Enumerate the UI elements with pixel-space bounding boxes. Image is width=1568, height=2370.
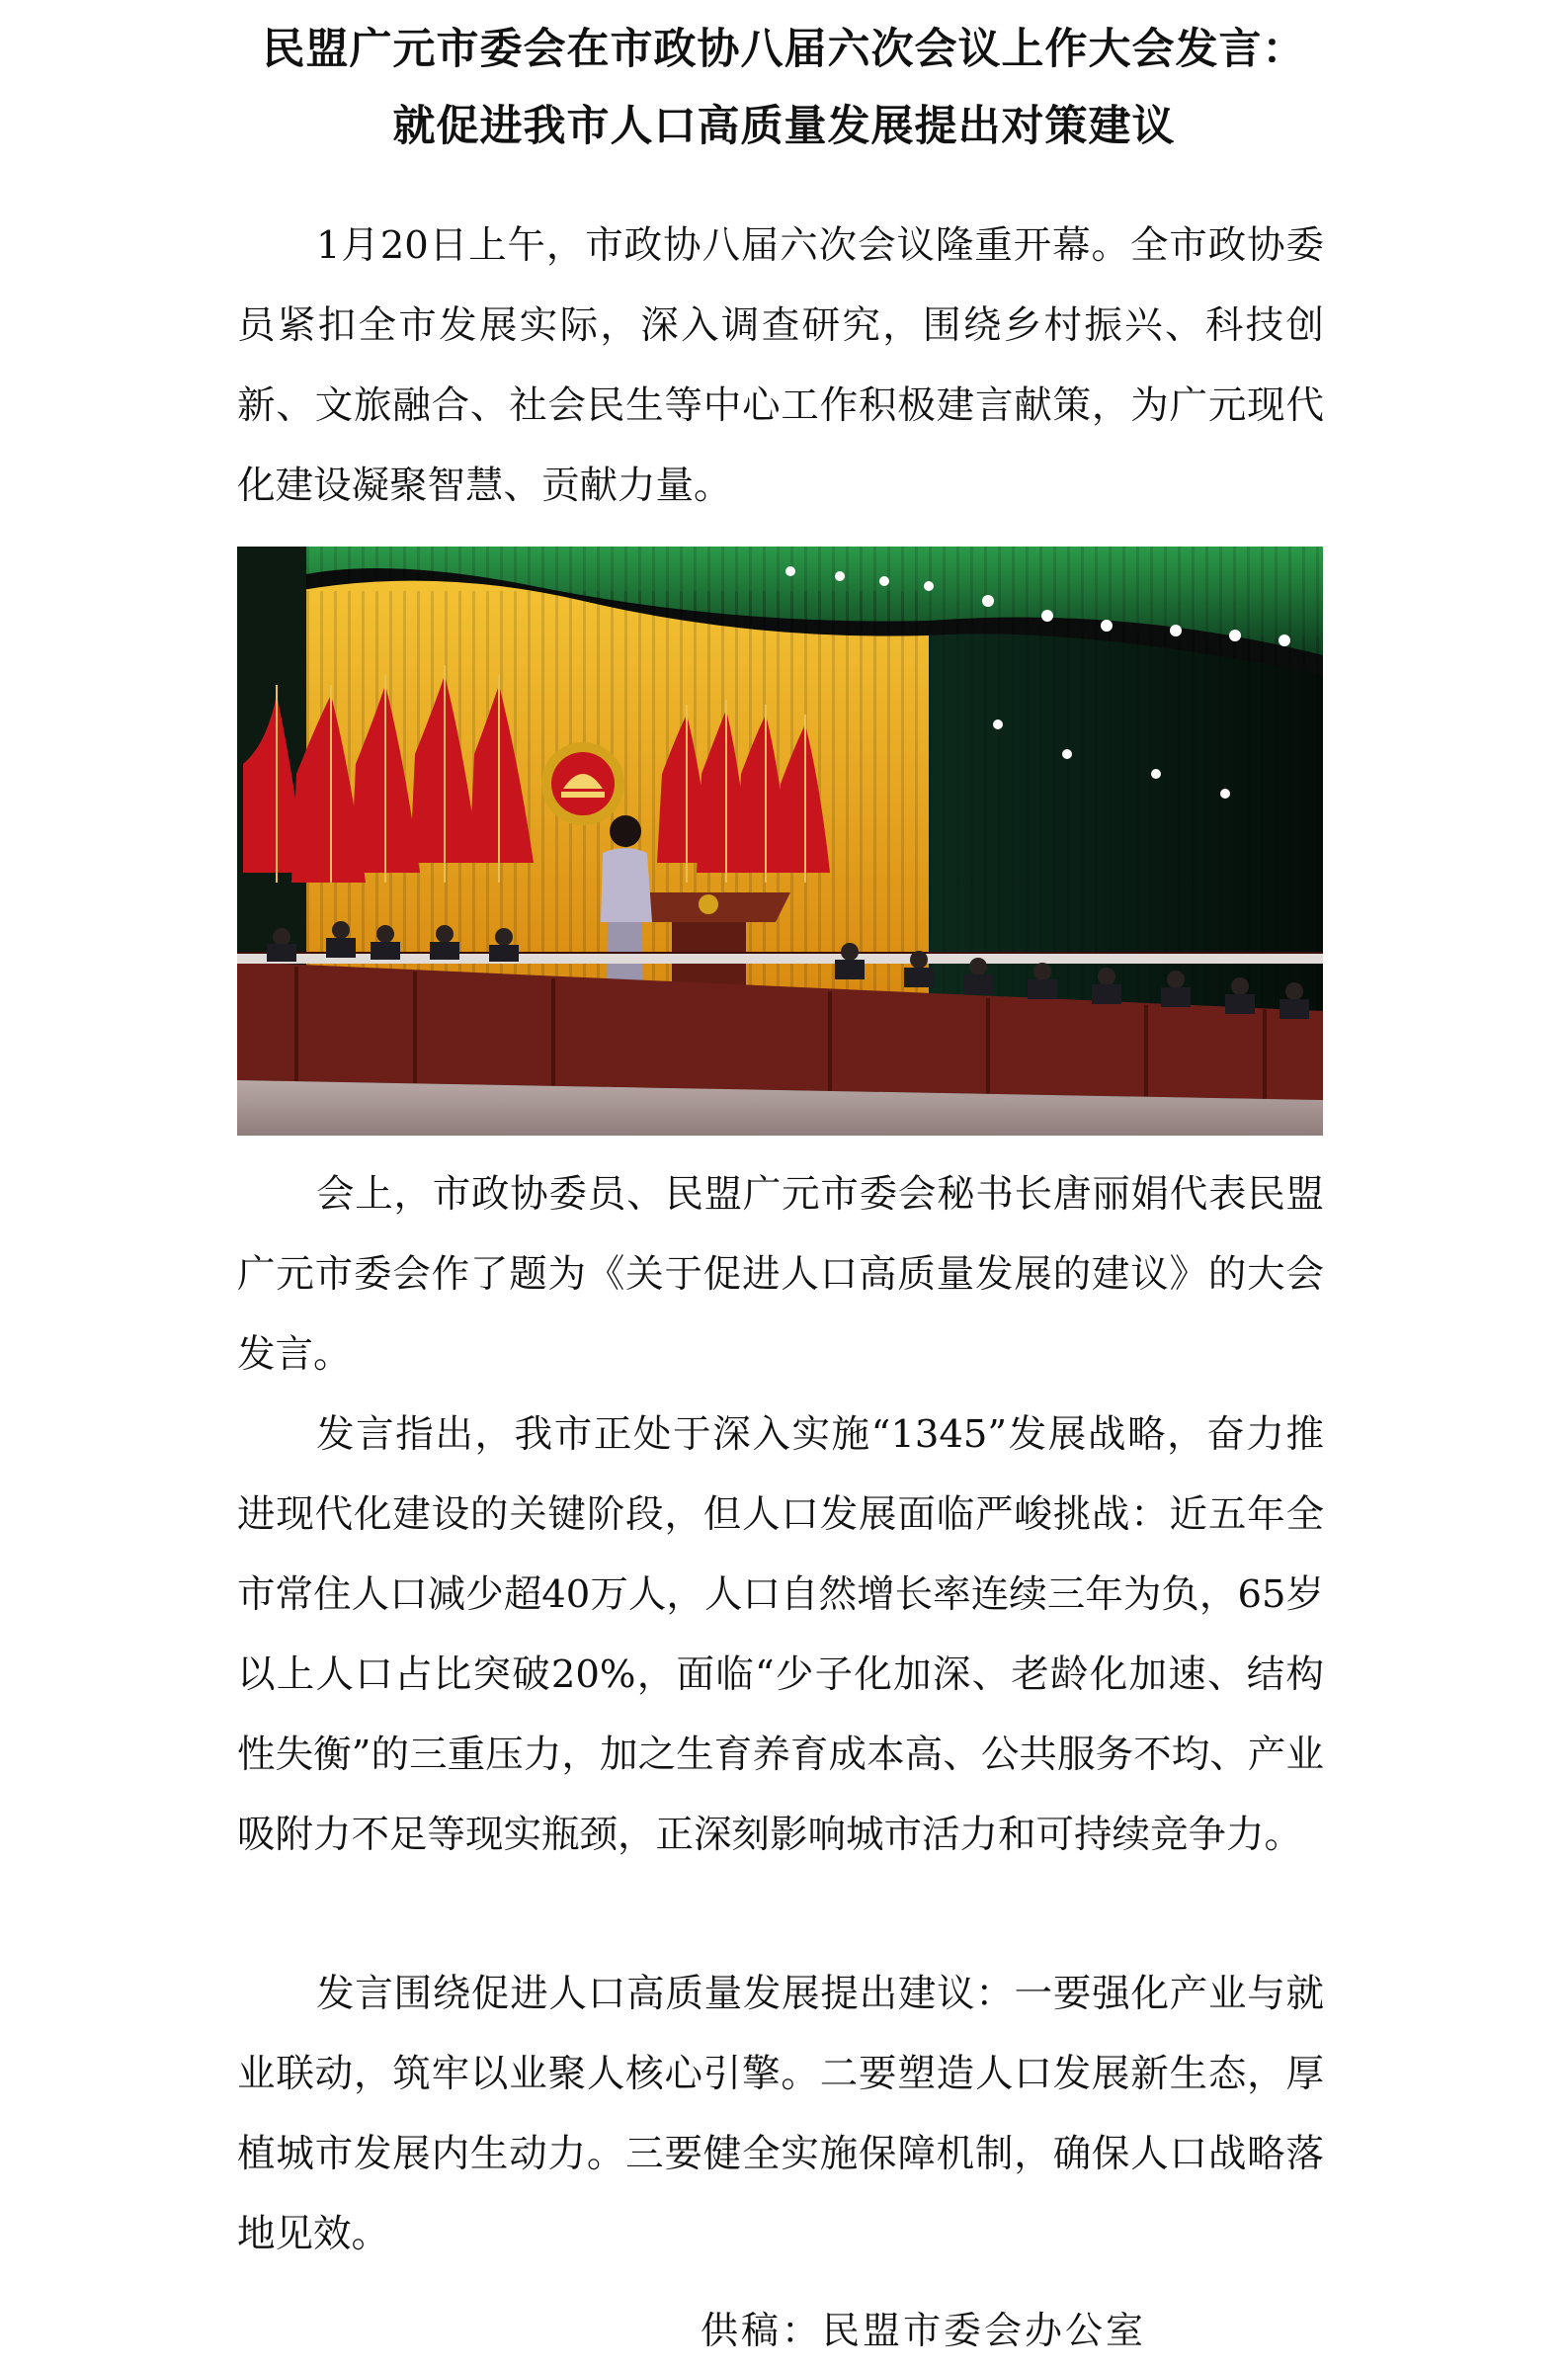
- source-credit: 供稿：民盟市委会办公室: [701, 2309, 1147, 2352]
- article-title-line-2: 就促进我市人口高质量发展提出对策建议: [392, 102, 1176, 151]
- paragraph-3: 发言指出，我市正处于深入实施“1345”发展战略，奋力推进现代化建设的关键阶段，但人口发展面临严峻挑战：近五年全市常住人口减少超40万人，人口自然增长率连续三年为负，65岁以上人口占比突破20%，面临“少子化加深、老龄化加速、结构性失衡”的三重压力，加之生育养育成本高、公共服务不均、产业吸附力不足等现实瓶颈，正深刻影响城市活力和可持续竞争力。: [237, 1412, 1324, 1857]
- paragraph-1: 1月20日上午，市政协八届六次会议隆重开幕。全市政协委员紧扣全市发展实际，深入调查研究，围绕乡村振兴、科技创新、文旅融合、社会民生等中心工作积极建言献策，为广元现代化建设凝聚智慧、贡献力量。: [237, 223, 1324, 508]
- article-title-line-1: 民盟广元市委会在市政协八届六次会议上作大会发言：: [262, 25, 1306, 74]
- conference-photo: [237, 547, 1323, 1136]
- paragraph-4: 发言围绕促进人口高质量发展提出建议：一要强化产业与就业联动，筑牢以业聚人核心引擎。二要塑造人口发展新生态，厚植城市发展内生动力。三要健全实施保障机制，确保人口战略落地见效。: [237, 1972, 1324, 2256]
- paragraph-2: 会上，市政协委员、民盟广元市委会秘书长唐丽娟代表民盟广元市委会作了题为《关于促进人口高质量发展的建议》的大会发言。: [237, 1172, 1324, 1377]
- cppcc-emblem: [541, 742, 624, 825]
